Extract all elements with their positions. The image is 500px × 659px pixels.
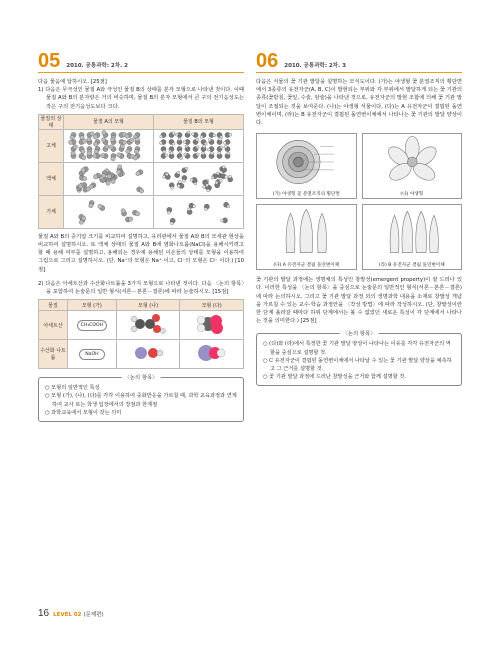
acetic-acid-ball-model	[128, 312, 168, 336]
figure-caption: (나) 야생형	[400, 192, 424, 198]
naoh-fill-model	[192, 341, 232, 365]
row-label-liquid: 액체	[39, 162, 64, 195]
row-label-naoh: 수산화 나트륨	[39, 340, 68, 369]
acetic-acid-fill-model	[192, 312, 232, 336]
table-corner: 물질의 상태	[39, 114, 64, 129]
level-text: LEVEL 02	[53, 612, 82, 618]
discussion-box-title: 〈논의 항목〉	[340, 329, 379, 337]
molecule-model-table	[38, 114, 244, 229]
question-5-header	[38, 52, 244, 73]
question-number: 06	[256, 50, 279, 72]
question-source: 2010. 공통과학: 2차. 3	[284, 63, 346, 69]
discussion-item: ○ 꽃 기관 발달 과정에 드러난 창발성을 근거와 함께 설명할 것.	[263, 374, 406, 381]
figure-caption: (가) 야생형 꽃 분열조직의 횡단면	[272, 192, 340, 198]
figure-a-deficient-mutant	[256, 204, 357, 270]
model-table	[38, 299, 244, 369]
liquid-a-model	[64, 163, 153, 195]
table-header-b: 물질 B의 모형	[153, 114, 243, 129]
figure-b-deficient-mutant	[362, 204, 463, 270]
question-6-header	[256, 52, 462, 73]
question-6	[256, 52, 462, 386]
col-header-substance: 물질	[39, 300, 68, 311]
col-header-model-na: 모형 (나)	[116, 300, 180, 311]
liquid-b-model	[154, 163, 243, 195]
col-header-model-ga: 모형 (가)	[68, 300, 117, 311]
col-header-model-da: 모형 (다)	[180, 300, 244, 311]
page-number: 16	[38, 608, 50, 619]
question-intro: 다음 물음에 답하시오. [25점]	[38, 79, 107, 85]
discussion-box-title: 〈논의 항목〉	[122, 373, 161, 381]
gas-a-model	[64, 196, 153, 228]
naoh-formula: NaOH	[79, 349, 104, 360]
solid-a-model	[64, 130, 153, 162]
discussion-item: ○ C 유전자군이 결핍된 돌연변이체에서 나타날 수 있는 꽃 기관 발달 양상을 예측하고 그 근거를 설명할 것.	[263, 357, 452, 373]
question-source: 2010. 공통과학: 2차. 2	[66, 63, 128, 69]
row-label-solid: 고체	[39, 129, 64, 162]
discussion-item: ○ (다)와 (라)에서 특정한 꽃 기관 발달 양상이 나타나는 이유를 각각 유전자군의 역할을 중심으로 설명할 것.	[263, 341, 451, 356]
figure-wild-type	[362, 133, 463, 199]
discussion-box-6	[256, 333, 462, 386]
sub-question-1: 1) 다음은 무극성인 물질 A와 극성인 물질 B의 상태를 분자 모형으로 나타낸 것이다. 이때 물질 A와 B의 분자량은 거의 비슷하며, 물질 B의 분자 모형에서 큰 구의 전기음성도는 작은 구의 전기음성도보다 크다.	[38, 87, 244, 110]
gas-b-model	[154, 196, 243, 228]
row-label-gas: 기체	[39, 195, 64, 228]
level-kind: (문제편)	[83, 612, 104, 618]
discussion-item: ○ 모형 (가), (나), (다)를 각각 이용하여 중화반응을 가르칠 때, 과학 교육과정과 연계하여 교사 또는 학생 입장에서의 장점과 한계점	[45, 393, 237, 408]
solid-b-model	[154, 130, 243, 162]
question-5	[38, 52, 244, 422]
row-label-acetic-acid: 아세트산	[39, 311, 68, 340]
flower-figures	[256, 133, 462, 270]
sub-question-2: 2) 다음은 아세트산과 수산화나트륨을 3가지 모형으로 나타낸 것이다. 다음 〈논의 항목〉을 포함하여 논술문의 일반 형식(서론－본론－결론)에 따라 논술하시오. [15점]	[38, 280, 244, 296]
question-number: 05	[38, 50, 61, 72]
level-label	[53, 610, 104, 618]
acetic-acid-formula: CH₃COOH	[77, 320, 107, 331]
question-6-stem: 다음은 식물의 꽃 기관 발달을 설명하는 모식도이다. (가)는 야생형 꽃 분열조직의 횡단면에서 3종류의 유전자군(A, B, C)이 발현되는 부위와 각 부위에서 발달하게 되는 꽃 기관의 종류(꽃받침, 꽃잎, 수술, 암술)을 나타낸 것으로, 유전자군의 발현 조합에 의해 꽃 기관 발달이 조절되는 것을 보여준다. (나)는 야생형 식물이다, (다)는 A 유전자군이 결핍된 돌연변이체이며, (라)는 B 유전자군이 결핍된 돌연변이체에서 나타나는 꽃 기관의 발달 양상이다.	[256, 79, 462, 127]
figure-caption: (라) B 유전자군 결핍 돌연변이체	[378, 263, 445, 269]
discussion-item: ○ 과학교육에서 모형이 갖는 의미	[45, 409, 122, 416]
discussion-box-5	[38, 377, 244, 422]
figure-meristem-cross-section	[256, 133, 357, 199]
table-header-a: 물질 A의 모형	[64, 114, 154, 129]
figure-caption: (다) A 유전자군 결핍 돌연변이체	[273, 263, 340, 269]
page-footer	[38, 608, 104, 619]
sub-question-1-body: 물질 A와 B의 증기압 크기를 비교하여 설명하고, 유리관에서 물질 A와 B의 모세관 현상을 비교하여 설명하시오. 또 액체 상태의 물질 A와 B에 염화나트륨(NaCl)을 용해시키려고 할 때 용해 여부를 설명하고, 용해되는 경우에 용해된 이온들의 상태를 모형을 이용하여 그림으로 그리고 설명하시오. (단, Na⁺의 모형은 Na⁺ 이고, Cl⁻의 모형은 Cl⁻ 이다.) [10점]	[38, 233, 244, 273]
discussion-item: ○ 모형의 일반적인 특성	[45, 385, 100, 392]
question-6-body: 꽃 기관의 발달 과정에는 생명체의 특성인 창발성(emergent property)이 잘 드러나 있다. 이러한 특성을 〈논의 항목〉을 중심으로 논술문의 일반적인 형식(서론－본론－결론)에 따라 논의하시오. 그리고 꽃 기관 발달 과정 외의 생명과학 내용을 소재로 창발성 개념을 가르칠 수 있는 교수·학습 과정안을 〈작성 방법〉에 따라 작성하시오. (단, 창발성이란 한 단계 올라갈 때마다 하위 단계에서는 볼 수 없었던 새로운 특성이 각 단계에서 나타나는 것을 의미한다.) [25점]	[256, 277, 462, 325]
naoh-ball-model	[128, 341, 168, 365]
